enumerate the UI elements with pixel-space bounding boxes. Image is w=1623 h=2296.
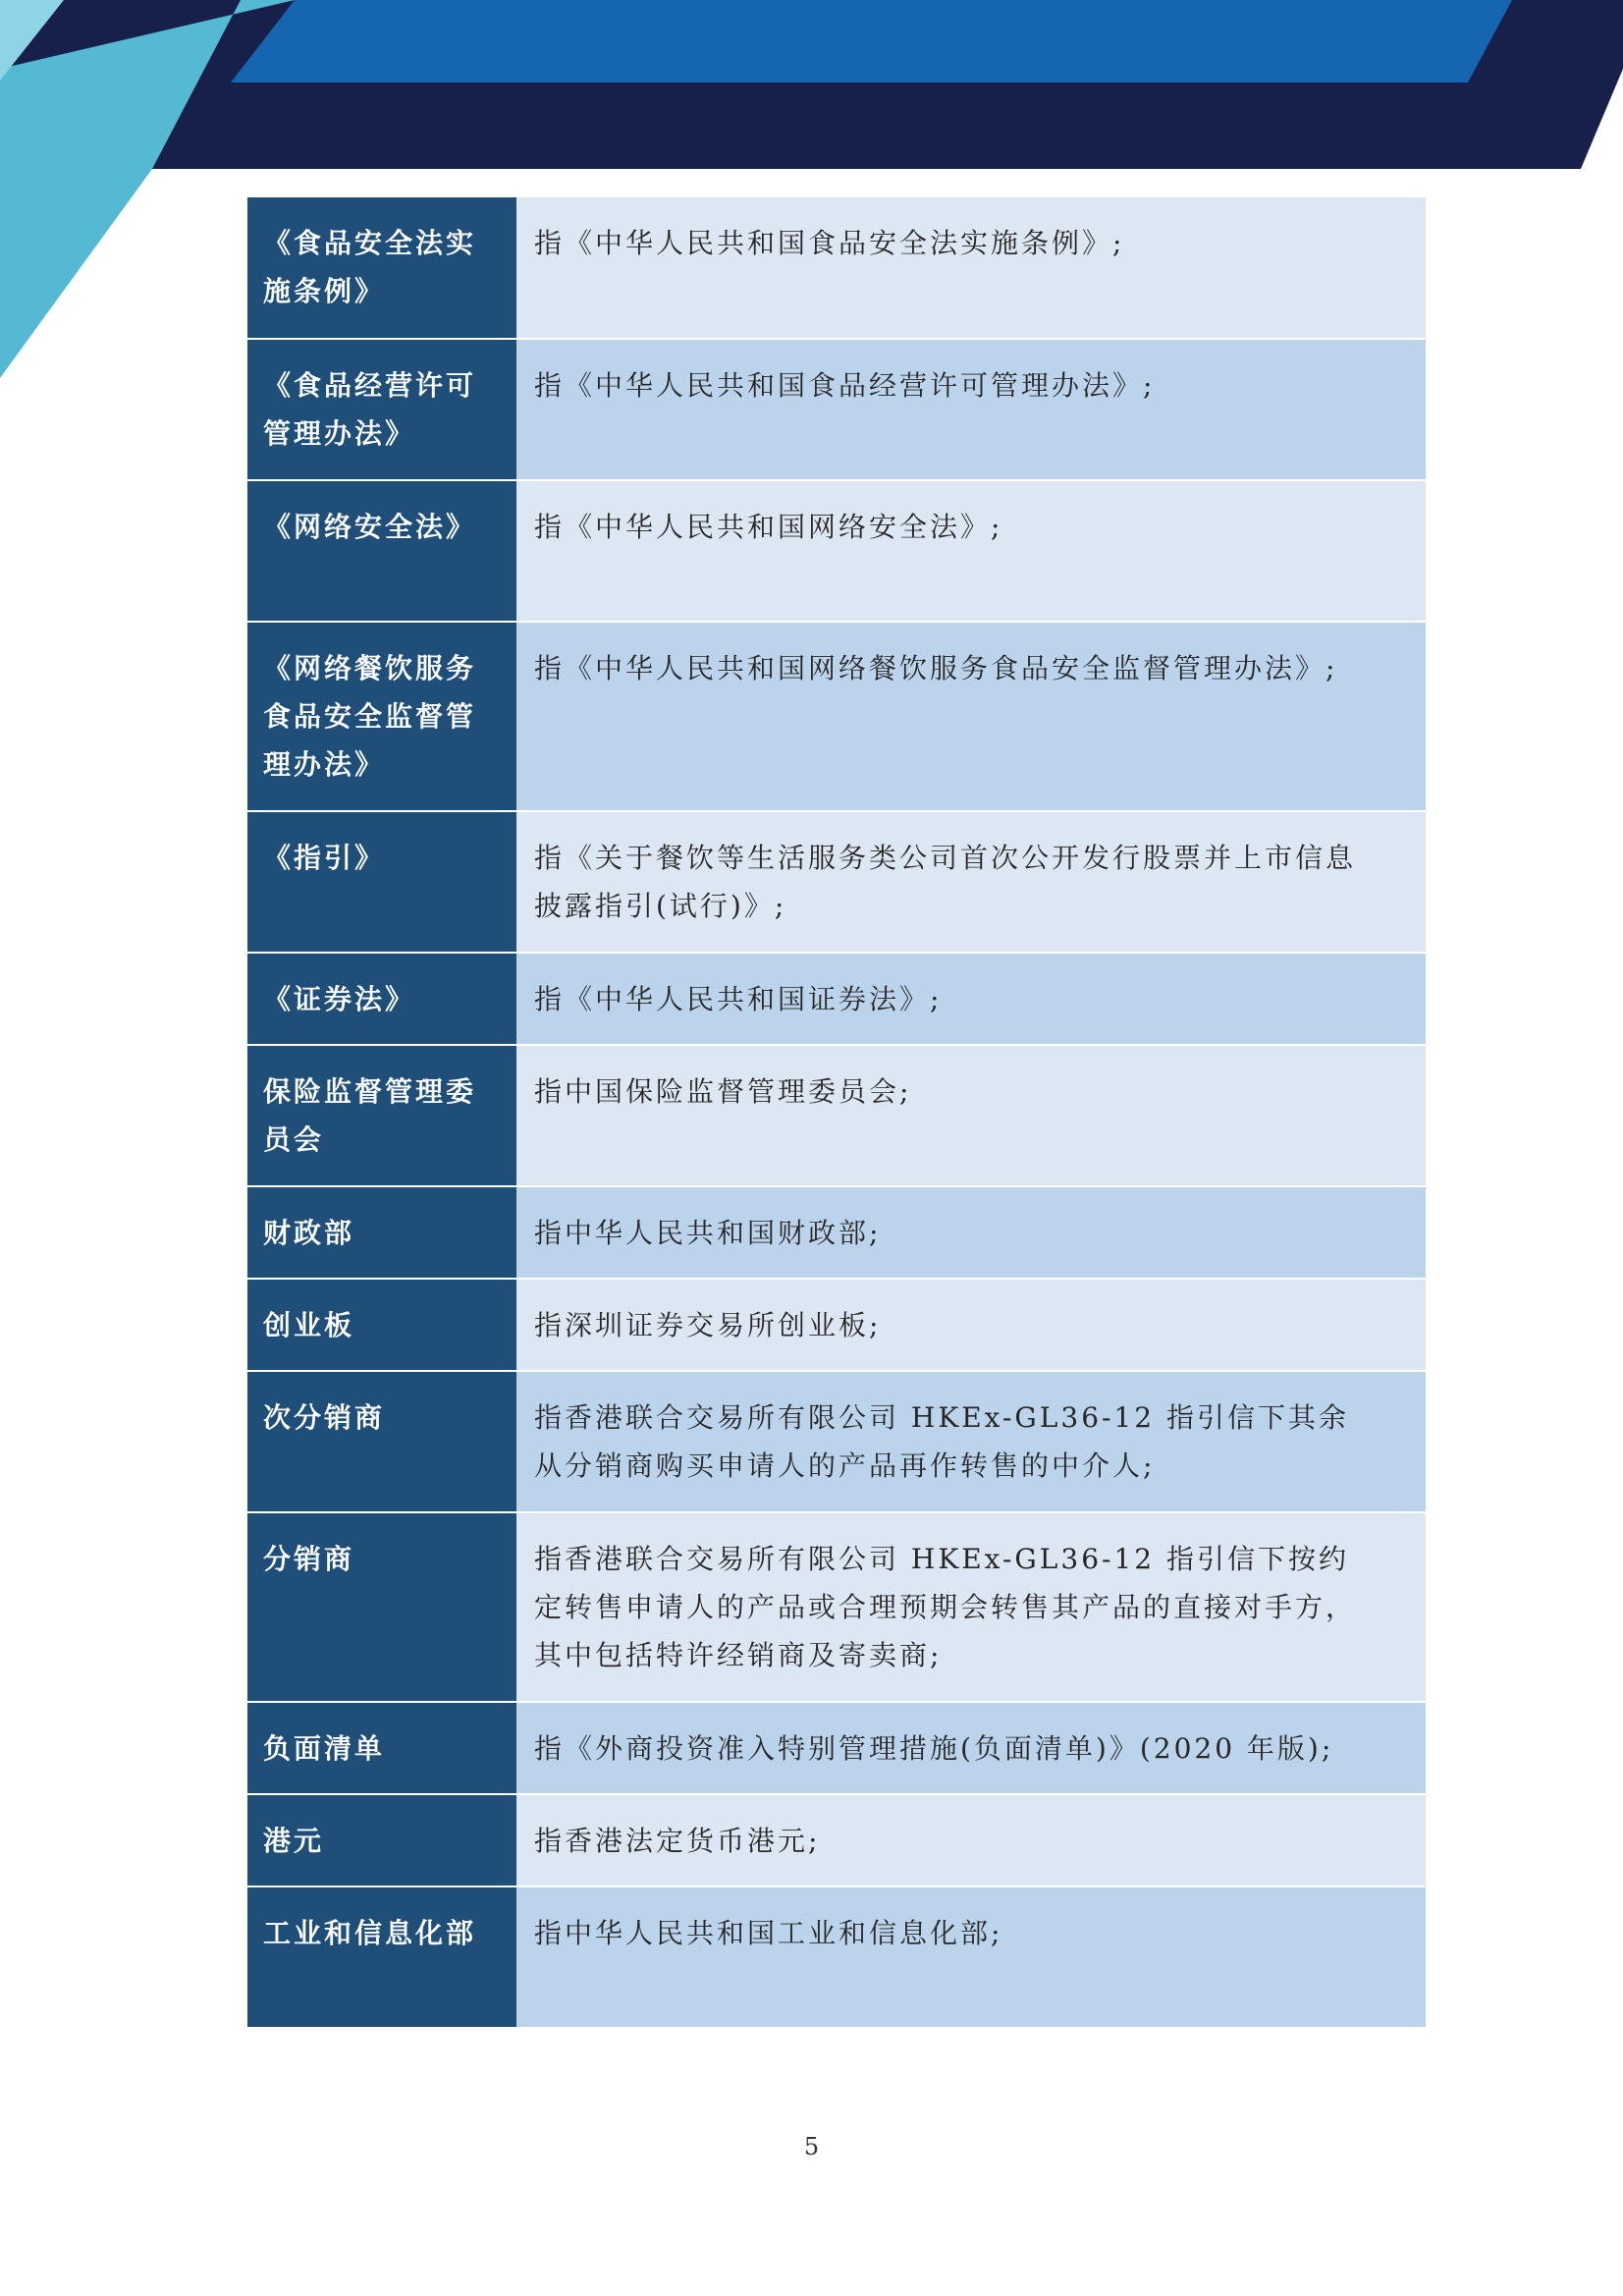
definition-cell <box>516 1886 1426 2028</box>
definition-cell <box>516 953 1426 1045</box>
definition-text: 指香港联合交易所有限公司 HKEx-GL36-12 指引信下按约定转售申请人的产品或合理预期会转售其产品的直接对手方，其中包括特许经销商及寄卖商; <box>534 1543 1357 1671</box>
page-number: 5 <box>803 2133 820 2160</box>
glossary-row <box>247 1371 1426 1512</box>
definition-cell <box>516 1512 1426 1702</box>
definition-text: 指香港法定货币港元; <box>534 1825 821 1857</box>
definition-cell <box>516 622 1426 811</box>
definition-cell <box>516 197 1426 339</box>
term-cell <box>247 1886 516 2028</box>
term-label: 财政部 <box>263 1217 355 1249</box>
glossary-table <box>247 197 1426 2029</box>
term-cell <box>247 1186 516 1279</box>
definition-cell <box>516 480 1426 622</box>
term-cell <box>247 622 516 811</box>
glossary-row <box>247 197 1426 339</box>
term-label: 《证券法》 <box>263 983 416 1015</box>
glossary-row <box>247 1794 1426 1886</box>
term-cell <box>247 339 516 480</box>
term-cell <box>247 1794 516 1886</box>
term-cell <box>247 953 516 1045</box>
definition-text: 指香港联合交易所有限公司 HKEx-GL36-12 指引信下其余从分销商购买申请人的产品再作转售的中介人; <box>534 1401 1350 1482</box>
definition-text: 指《中华人民共和国食品安全法实施条例》; <box>534 227 1125 259</box>
term-cell <box>247 480 516 622</box>
definition-cell <box>516 811 1426 953</box>
definition-text: 指《中华人民共和国网络安全法》; <box>534 511 1003 543</box>
term-label: 保险监督管理委员会 <box>263 1075 477 1156</box>
banner-blue-band <box>231 0 1512 82</box>
term-label: 创业板 <box>263 1309 355 1341</box>
definition-cell <box>516 339 1426 480</box>
term-cell <box>247 811 516 953</box>
term-label: 《食品安全法实施条例》 <box>263 227 477 307</box>
glossary-row <box>247 1512 1426 1702</box>
term-label: 港元 <box>263 1825 325 1857</box>
definition-text: 指中华人民共和国财政部; <box>534 1217 882 1249</box>
term-cell <box>247 197 516 339</box>
definition-text: 指《中华人民共和国食品经营许可管理办法》; <box>534 369 1156 402</box>
definition-cell <box>516 1186 1426 1279</box>
glossary-row <box>247 622 1426 811</box>
definition-cell <box>516 1045 1426 1186</box>
glossary-row <box>247 1886 1426 2028</box>
term-label: 分销商 <box>263 1543 355 1575</box>
glossary-row <box>247 811 1426 953</box>
glossary-row <box>247 953 1426 1045</box>
glossary-row <box>247 1186 1426 1279</box>
glossary-row <box>247 339 1426 480</box>
definition-text: 指中华人民共和国工业和信息化部; <box>534 1917 1003 1949</box>
definition-text: 指《关于餐饮等生活服务类公司首次公开发行股票并上市信息披露指引(试行)》; <box>534 842 1357 922</box>
definition-cell <box>516 1794 1426 1886</box>
definition-text: 指《中华人民共和国网络餐饮服务食品安全监督管理办法》; <box>534 652 1338 684</box>
term-label: 《食品经营许可管理办法》 <box>263 369 477 450</box>
glossary-row <box>247 1045 1426 1186</box>
term-cell <box>247 1702 516 1794</box>
term-label: 《指引》 <box>263 842 386 874</box>
definition-cell <box>516 1371 1426 1512</box>
term-label: 工业和信息化部 <box>263 1917 477 1949</box>
term-cell <box>247 1045 516 1186</box>
term-label: 次分销商 <box>263 1401 386 1434</box>
definition-cell <box>516 1702 1426 1794</box>
definition-text: 指《外商投资准入特别管理措施(负面清单)》(2020 年版); <box>534 1732 1334 1765</box>
glossary-row <box>247 1702 1426 1794</box>
definition-text: 指《中华人民共和国证券法》; <box>534 983 943 1015</box>
term-label: 《网络餐饮服务食品安全监督管理办法》 <box>263 652 477 781</box>
glossary-row <box>247 480 1426 622</box>
definition-text: 指中国保险监督管理委员会; <box>534 1075 912 1108</box>
term-cell <box>247 1371 516 1512</box>
term-label: 负面清单 <box>263 1732 386 1765</box>
definition-text: 指深圳证券交易所创业板; <box>534 1309 882 1341</box>
glossary-row <box>247 1279 1426 1371</box>
term-label: 《网络安全法》 <box>263 511 477 543</box>
definition-cell <box>516 1279 1426 1371</box>
term-cell <box>247 1512 516 1702</box>
term-cell <box>247 1279 516 1371</box>
